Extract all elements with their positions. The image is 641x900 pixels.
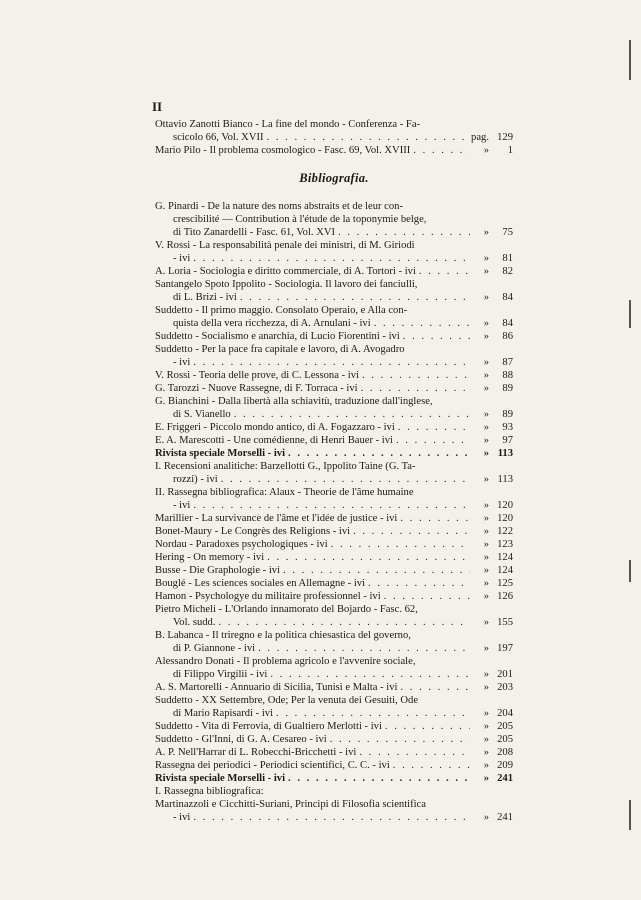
ditto-mark: » [483, 513, 489, 524]
entry-line [155, 473, 513, 486]
page-reference [473, 746, 513, 759]
ditto-mark: » [483, 682, 489, 693]
ditto-mark: » [483, 669, 489, 680]
entry-text: G. Pinardi - De la nature des noms abstraits et de leur con- [155, 201, 403, 212]
dot-leader [267, 551, 470, 564]
index-entry [155, 200, 513, 239]
page-reference [473, 330, 513, 343]
entry-text: Ottavio Zanotti Bianco - La fine del mondo - Conferenza - Fa- [155, 119, 421, 130]
entry-line [155, 733, 513, 746]
page-ref-number: 205 [497, 721, 513, 732]
page-reference [473, 668, 513, 681]
entry-text: Martinazzoli e Cicchitti-Suriani, Principi di Filosofia scientifica [155, 799, 426, 810]
index-entry [155, 694, 513, 720]
index-entry [155, 343, 513, 369]
page-reference [473, 434, 513, 447]
page-ref-number: 81 [502, 253, 513, 264]
entry-line [155, 720, 513, 733]
page-reference [473, 512, 513, 525]
page-reference [473, 144, 513, 157]
entry-text: crescibilité — Contribution à l'étude de la toponymie belge, [173, 214, 427, 225]
index-entry [155, 564, 513, 577]
page-reference [473, 564, 513, 577]
page-ref-number: 87 [502, 357, 513, 368]
page-ref-number: 1 [507, 145, 513, 156]
index-entry [155, 733, 513, 746]
entry-text: Hamon - Psychologye du militaire professionnel - ivi [155, 591, 381, 602]
page-ref-number: 197 [497, 643, 513, 654]
index-entry [155, 551, 513, 564]
index-entry [155, 629, 513, 655]
index-entry [155, 369, 513, 382]
entry-text: di Tito Zanardelli - Fasc. 61, Vol. XVI [173, 227, 336, 238]
margin-mark [629, 560, 631, 582]
dot-leader [221, 473, 470, 486]
page-ref-number: 209 [497, 760, 513, 771]
entry-line [155, 252, 513, 265]
index-entry [155, 538, 513, 551]
index-entry [155, 486, 513, 512]
page-reference [473, 408, 513, 421]
page-reference [473, 421, 513, 434]
dot-leader [267, 131, 469, 144]
page-reference [473, 369, 513, 382]
entry-text: Alessandro Donati - Il problema agricolo e l'avvenire sociale, [155, 656, 416, 667]
entry-line [155, 759, 513, 772]
page-ref-number: 122 [497, 526, 513, 537]
dot-leader [413, 144, 470, 157]
entry-line [155, 447, 513, 460]
entry-text: Hering - On memory - ivi [155, 552, 265, 563]
entry-line [155, 512, 513, 525]
page-reference [473, 577, 513, 590]
entry-line [155, 577, 513, 590]
dot-leader [193, 499, 470, 512]
entry-text: - ivi [173, 357, 191, 368]
dot-leader [193, 811, 470, 824]
page-reference [473, 681, 513, 694]
bibliography-entry-list [155, 200, 513, 824]
dot-leader [353, 525, 470, 538]
ditto-mark: » [483, 227, 489, 238]
page-ref-number: 84 [502, 292, 513, 303]
ditto-mark: » [483, 357, 489, 368]
page-reference [473, 499, 513, 512]
entry-text: di Filippo Virgilii - ivi [173, 669, 268, 680]
page-ref-number: 129 [497, 132, 513, 143]
entry-text: di Mario Rapisardi - ivi [173, 708, 274, 719]
entry-line [155, 343, 513, 356]
index-entry [155, 512, 513, 525]
page-reference [473, 382, 513, 395]
page-reference [473, 642, 513, 655]
entry-text: Suddetto - Socialismo e anarchia, di Lucio Fiorentini - ivi [155, 331, 400, 342]
entry-line [155, 317, 513, 330]
entry-text: di S. Vianello [173, 409, 231, 420]
entry-text: Rivista speciale Morselli - ivi [155, 448, 286, 459]
entry-line [155, 304, 513, 317]
index-entry [155, 590, 513, 603]
page-reference [473, 252, 513, 265]
dot-leader [234, 408, 470, 421]
page-ref-number: 124 [497, 565, 513, 576]
entry-text: A. S. Martorelli - Annuario di Sicilia, Tunisi e Malta - ivi [155, 682, 398, 693]
page-reference [471, 131, 513, 144]
margin-mark [629, 300, 631, 328]
entry-text: Bonet-Maury - Le Congrès des Religions - ivi [155, 526, 351, 537]
page-ref-number: 126 [497, 591, 513, 602]
entry-line [155, 369, 513, 382]
entry-line [155, 226, 513, 239]
entry-line [155, 603, 513, 616]
section-title: Bibliografia. [299, 171, 369, 185]
index-entry [155, 577, 513, 590]
ditto-mark: » [483, 331, 489, 342]
entry-line [155, 525, 513, 538]
index-entry [155, 759, 513, 772]
dot-leader [362, 369, 470, 382]
index-entry [155, 265, 513, 278]
dot-leader [403, 330, 470, 343]
entry-line [155, 486, 513, 499]
entry-line [155, 265, 513, 278]
page-reference [473, 226, 513, 239]
index-entry [155, 144, 513, 157]
page-ref-number: 241 [497, 773, 513, 784]
entry-text: Suddetto - Gl'Inni, di G. A. Cesareo - ivi [155, 734, 327, 745]
entry-text: Suddetto - XX Settembre, Ode; Per la venuta dei Gesuiti, Ode [155, 695, 419, 706]
entry-text: - ivi [173, 500, 191, 511]
ditto-mark: » [483, 721, 489, 732]
page-reference [473, 356, 513, 369]
page-ref-number: 204 [497, 708, 513, 719]
dot-leader [400, 681, 470, 694]
entry-line [155, 668, 513, 681]
entry-text: Nordau - Paradoxes psychologiques - ivi [155, 539, 328, 550]
entry-line [155, 616, 513, 629]
page-reference [473, 538, 513, 551]
ditto-mark: » [483, 318, 489, 329]
entry-line [155, 382, 513, 395]
index-entry [155, 681, 513, 694]
ditto-mark: » [483, 253, 489, 264]
index-entry [155, 434, 513, 447]
dot-leader [384, 590, 470, 603]
entry-line [155, 707, 513, 720]
dot-leader [193, 252, 470, 265]
dot-leader [288, 447, 470, 460]
entry-text: rozzi) - ivi [173, 474, 218, 485]
entry-line [155, 798, 513, 811]
ditto-mark: » [483, 370, 489, 381]
entry-text: Mario Pilo - Il problema cosmologico - Fasc. 69, Vol. XVIII [155, 145, 411, 156]
dot-leader [331, 538, 470, 551]
entry-text: E. A. Marescotti - Une comédienne, di Henri Bauer - ivi [155, 435, 393, 446]
entry-text: V. Rossi - Teoria delle prove, di C. Lessona - ivi [155, 370, 359, 381]
index-entry [155, 460, 513, 486]
dot-leader [288, 772, 470, 785]
index-entry [155, 382, 513, 395]
page-ref-number: 82 [502, 266, 513, 277]
entry-line [155, 499, 513, 512]
entry-text: di L. Brizi - ivi [173, 292, 237, 303]
dot-leader [218, 616, 470, 629]
entry-line [155, 356, 513, 369]
dot-leader [368, 577, 470, 590]
page-reference [473, 551, 513, 564]
page-reference [473, 317, 513, 330]
entry-line [155, 538, 513, 551]
page-reference [473, 525, 513, 538]
entry-text: Rassegna dei periodici - Periodici scientifici, C. C. - ivi [155, 760, 390, 771]
index-entry [155, 395, 513, 421]
entry-text: V. Rossi - La responsabilità penale dei ministri, di M. Giriodi [155, 240, 415, 251]
entry-line [155, 278, 513, 291]
index-entry [155, 525, 513, 538]
entry-line [155, 785, 513, 798]
ditto-mark: » [483, 578, 489, 589]
page-ref-number: 97 [502, 435, 513, 446]
dot-leader [374, 317, 470, 330]
page-ref-number: 113 [497, 474, 513, 485]
entry-text: E. Friggeri - Piccolo mondo antico, di A. Fogazzaro - ivi [155, 422, 395, 433]
index-entry [155, 118, 513, 144]
page-reference [473, 811, 513, 824]
dot-leader [270, 668, 470, 681]
page-reference [473, 447, 513, 460]
entry-text: G. Bianchini - Dalla libertà alla schiavitù, traduzione dall'inglese, [155, 396, 433, 407]
ditto-mark: » [483, 773, 489, 784]
page-reference [473, 720, 513, 733]
dot-leader [419, 265, 470, 278]
page-number: II [152, 99, 163, 114]
entry-line [155, 629, 513, 642]
entry-text: II. Rassegna bibliografica: Alaux - Theorie de l'âme humaine [155, 487, 414, 498]
ditto-mark: » [483, 565, 489, 576]
dot-leader [398, 421, 470, 434]
entry-line [155, 694, 513, 707]
entry-line [155, 551, 513, 564]
entry-line [155, 213, 513, 226]
ditto-mark: » [483, 591, 489, 602]
entry-text: Marillier - La survivance de l'âme et l'idée de justice - ivi [155, 513, 398, 524]
dot-leader [276, 707, 470, 720]
dot-leader [330, 733, 470, 746]
ditto-mark: » [483, 552, 489, 563]
page-ref-number: 113 [497, 448, 513, 459]
ditto-mark: » [483, 747, 489, 758]
dot-leader [385, 720, 470, 733]
right-margin-marks [619, 0, 641, 900]
ditto-mark: » [483, 812, 489, 823]
dot-leader [359, 746, 470, 759]
entry-text: Bouglé - Les sciences sociales en Allemagne - ivi [155, 578, 366, 589]
entry-text: A. Loria - Sociologia e diritto commerciale, di A. Tortori - ivi [155, 266, 416, 277]
entry-line [155, 421, 513, 434]
dot-leader [193, 356, 470, 369]
entry-line [155, 460, 513, 473]
ditto-mark: » [483, 500, 489, 511]
entry-line [155, 239, 513, 252]
entry-line [155, 811, 513, 824]
index-entry [155, 447, 513, 460]
ditto-mark: » [483, 266, 489, 277]
ditto-mark: » [483, 526, 489, 537]
ditto-mark: » [483, 643, 489, 654]
ditto-mark: » [483, 539, 489, 550]
page-reference [473, 772, 513, 785]
page-ref-number: 123 [497, 539, 513, 550]
entry-line [155, 434, 513, 447]
entry-text: - ivi [173, 812, 191, 823]
entry-text: I. Rassegna bibliografica: [155, 786, 264, 797]
page-ref-number: 203 [497, 682, 513, 693]
page-reference [473, 265, 513, 278]
page-reference [473, 590, 513, 603]
page-reference [473, 616, 513, 629]
dot-leader [258, 642, 470, 655]
entry-text: A. P. Nell'Harrar di L. Robecchi-Bricchetti - ivi [155, 747, 357, 758]
entry-line [155, 200, 513, 213]
entry-line [155, 642, 513, 655]
entry-text: Suddetto - Il primo maggio. Consolato Operaio, e Alla con- [155, 305, 408, 316]
index-entry [155, 278, 513, 304]
page-ref-number: 241 [497, 812, 513, 823]
margin-mark [629, 800, 631, 830]
entry-text: di P. Giannone - ivi [173, 643, 256, 654]
index-entry [155, 421, 513, 434]
entry-text: quista della vera ricchezza, di A. Arnulani - ivi [173, 318, 371, 329]
index-entry [155, 239, 513, 265]
index-entry [155, 720, 513, 733]
index-entry [155, 655, 513, 681]
ditto-mark: » [483, 617, 489, 628]
page-ref-number: 89 [502, 383, 513, 394]
entry-line [155, 291, 513, 304]
ditto-mark: » [483, 760, 489, 771]
page-ref-number: 208 [497, 747, 513, 758]
page-ref-number: 120 [497, 500, 513, 511]
index-entry [155, 304, 513, 330]
page-ref-number: 86 [502, 331, 513, 342]
entry-text: Vol. sudd. [173, 617, 216, 628]
index-entry [155, 330, 513, 343]
entry-line [155, 144, 513, 157]
entry-line [155, 330, 513, 343]
page-ref-number: 93 [502, 422, 513, 433]
ditto-mark: » [483, 435, 489, 446]
entry-line [155, 131, 513, 144]
ditto-mark: » [483, 734, 489, 745]
top-entry-list [155, 118, 513, 157]
dot-leader [393, 759, 470, 772]
page-reference [473, 707, 513, 720]
entry-text: G. Tarozzi - Nuove Rassegne, di F. Torraca - ivi [155, 383, 358, 394]
entry-line [155, 746, 513, 759]
dot-leader [338, 226, 470, 239]
entry-text: Suddetto - Per la pace fra capitale e lavoro, di A. Avogadro [155, 344, 405, 355]
page-ref-number: 89 [502, 409, 513, 420]
entry-text: Santangelo Spoto Ippolito - Sociologia. Il lavoro dei fanciulli, [155, 279, 418, 290]
page-reference [473, 473, 513, 486]
entry-text: scicolo 66, Vol. XVII [173, 132, 264, 143]
ditto-mark: » [483, 145, 489, 156]
page-ref-number: 84 [502, 318, 513, 329]
entry-line [155, 564, 513, 577]
entry-text: - ivi [173, 253, 191, 264]
entry-line [155, 118, 513, 131]
entry-line [155, 408, 513, 421]
ditto-mark: » [483, 422, 489, 433]
ditto-mark: pag. [471, 132, 489, 143]
page-ref-number: 88 [502, 370, 513, 381]
index-entry [155, 785, 513, 798]
entry-text: I. Recensioni analitiche: Barzellotti G., Ippolito Taine (G. Ta- [155, 461, 416, 472]
dot-leader [361, 382, 470, 395]
dot-leader [396, 434, 470, 447]
dot-leader [283, 564, 470, 577]
page-ref-number: 155 [497, 617, 513, 628]
page-ref-number: 124 [497, 552, 513, 563]
entry-text: Rivista speciale Morselli - ivi [155, 773, 286, 784]
entry-line [155, 395, 513, 408]
entry-line [155, 681, 513, 694]
entry-text: Suddetto - Vita di Ferrovia, di Gualtiero Merlotti - ivi [155, 721, 382, 732]
page-reference [473, 759, 513, 772]
dot-leader [400, 512, 470, 525]
ditto-mark: » [483, 409, 489, 420]
page-ref-number: 75 [502, 227, 513, 238]
page-reference [473, 291, 513, 304]
dot-leader [240, 291, 470, 304]
page-ref-number: 205 [497, 734, 513, 745]
entry-line [155, 590, 513, 603]
page-ref-number: 120 [497, 513, 513, 524]
ditto-mark: » [483, 474, 489, 485]
page-ref-number: 125 [497, 578, 513, 589]
index-entry [155, 798, 513, 824]
index-column [155, 118, 513, 824]
ditto-mark: » [483, 292, 489, 303]
index-entry [155, 772, 513, 785]
ditto-mark: » [483, 448, 489, 459]
entry-text: B. Labanca - Il triregno e la politica chiesastica del governo, [155, 630, 411, 641]
index-entry [155, 603, 513, 629]
margin-mark [629, 40, 631, 80]
index-entry [155, 746, 513, 759]
entry-text: Pietro Micheli - L'Orlando innamorato del Bojardo - Fasc. 62, [155, 604, 418, 615]
ditto-mark: » [483, 383, 489, 394]
page-ref-number: 201 [497, 669, 513, 680]
entry-text: Busse - Die Graphologie - ivi [155, 565, 281, 576]
entry-line [155, 772, 513, 785]
ditto-mark: » [483, 708, 489, 719]
entry-line [155, 655, 513, 668]
page-reference [473, 733, 513, 746]
